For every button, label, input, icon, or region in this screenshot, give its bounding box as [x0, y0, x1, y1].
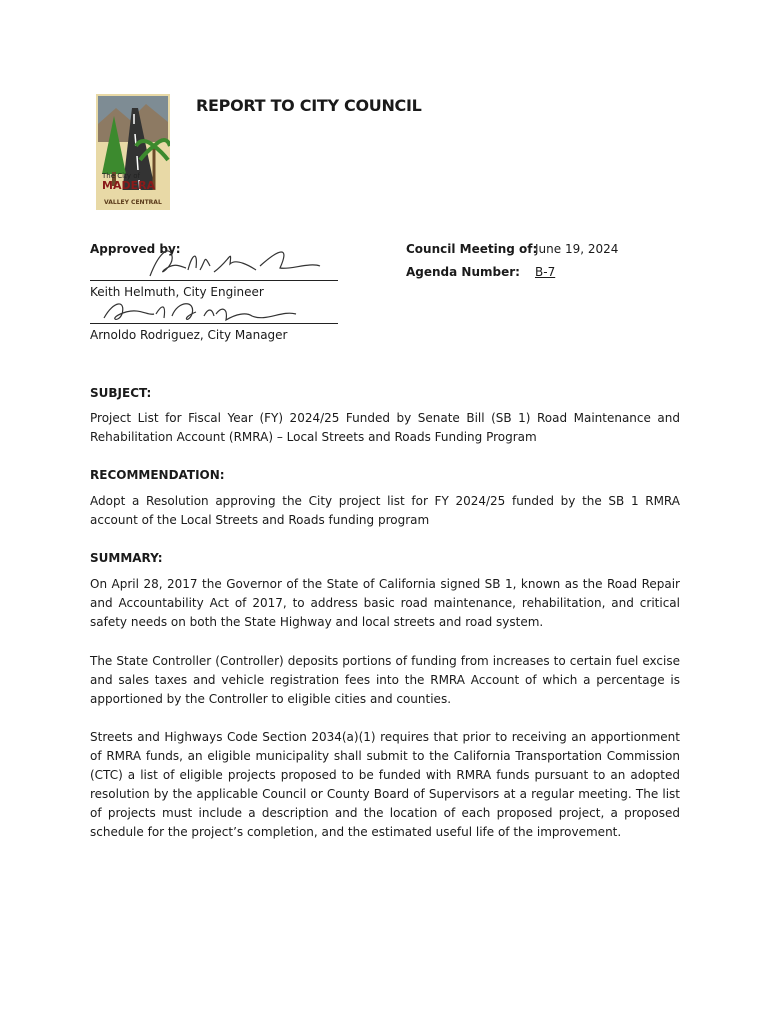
summary-paragraph-1: On April 28, 2017 the Governor of the State of California signed SB 1, known as the Road Repair and Accountability Act of 2017, to address basic road maintenance, rehabilitation, and critical safety needs on both the State Highway and local streets and road system.: [90, 577, 680, 629]
meeting-date-label: Council Meeting of:: [406, 242, 538, 256]
page-title: REPORT TO CITY COUNCIL: [196, 96, 422, 115]
signer2-name: Arnoldo Rodriguez, City Manager: [90, 328, 288, 342]
signature-line-1: [90, 280, 338, 281]
signature-arnoldo-rodriguez: [96, 296, 306, 330]
logo-line3: VALLEY CENTRAL: [104, 199, 162, 206]
agenda-number-label: Agenda Number:: [406, 265, 520, 279]
summary-heading: SUMMARY:: [90, 551, 163, 565]
subject-text: Project List for Fiscal Year (FY) 2024/25 Funded by Senate Bill (SB 1) Road Maintenance and Rehabilitation Account (RMRA) – Local Streets and Roads Funding Program: [90, 411, 680, 444]
recommendation-text: Adopt a Resolution approving the City project list for FY 2024/25 funded by the SB 1 RMRA account of the Local Streets and Roads funding program: [90, 494, 680, 527]
summary-paragraph-3: Streets and Highways Code Section 2034(a)(1) requires that prior to receiving an apportionment of RMRA funds, an eligible municipality shall submit to the California Transportation Commission (CTC) a list of eligible projects proposed to be funded with RMRA funds pursuant to an adopted resolution by the applicable Council or County Board of Supervisors at a regular meeting. The list of projects must include a description and the location of each proposed project, a proposed schedule for the project’s completion, and the estimated useful life of the improvement.: [90, 730, 680, 839]
agenda-number-value: B-7: [535, 265, 556, 279]
recommendation-heading: RECOMMENDATION:: [90, 468, 225, 482]
signature-line-2: [90, 323, 338, 324]
city-of-madera-logo: [96, 94, 170, 210]
signer1-name: Keith Helmuth, City Engineer: [90, 285, 264, 299]
summary-paragraph-2: The State Controller (Controller) deposits portions of funding from increases to certain fuel excise and sales taxes and vehicle registration fees into the RMRA Account of which a percentage is apportioned by the Controller to eligible cities and counties.: [90, 654, 680, 706]
subject-heading: SUBJECT:: [90, 386, 152, 400]
logo-graphic: [96, 94, 170, 210]
approved-by-label: Approved by:: [90, 242, 181, 256]
logo-line1: The City of: [102, 172, 140, 180]
meeting-date-value: June 19, 2024: [535, 242, 619, 256]
signature-keith-helmuth: [140, 240, 330, 284]
logo-line2: MADERA: [102, 179, 156, 192]
